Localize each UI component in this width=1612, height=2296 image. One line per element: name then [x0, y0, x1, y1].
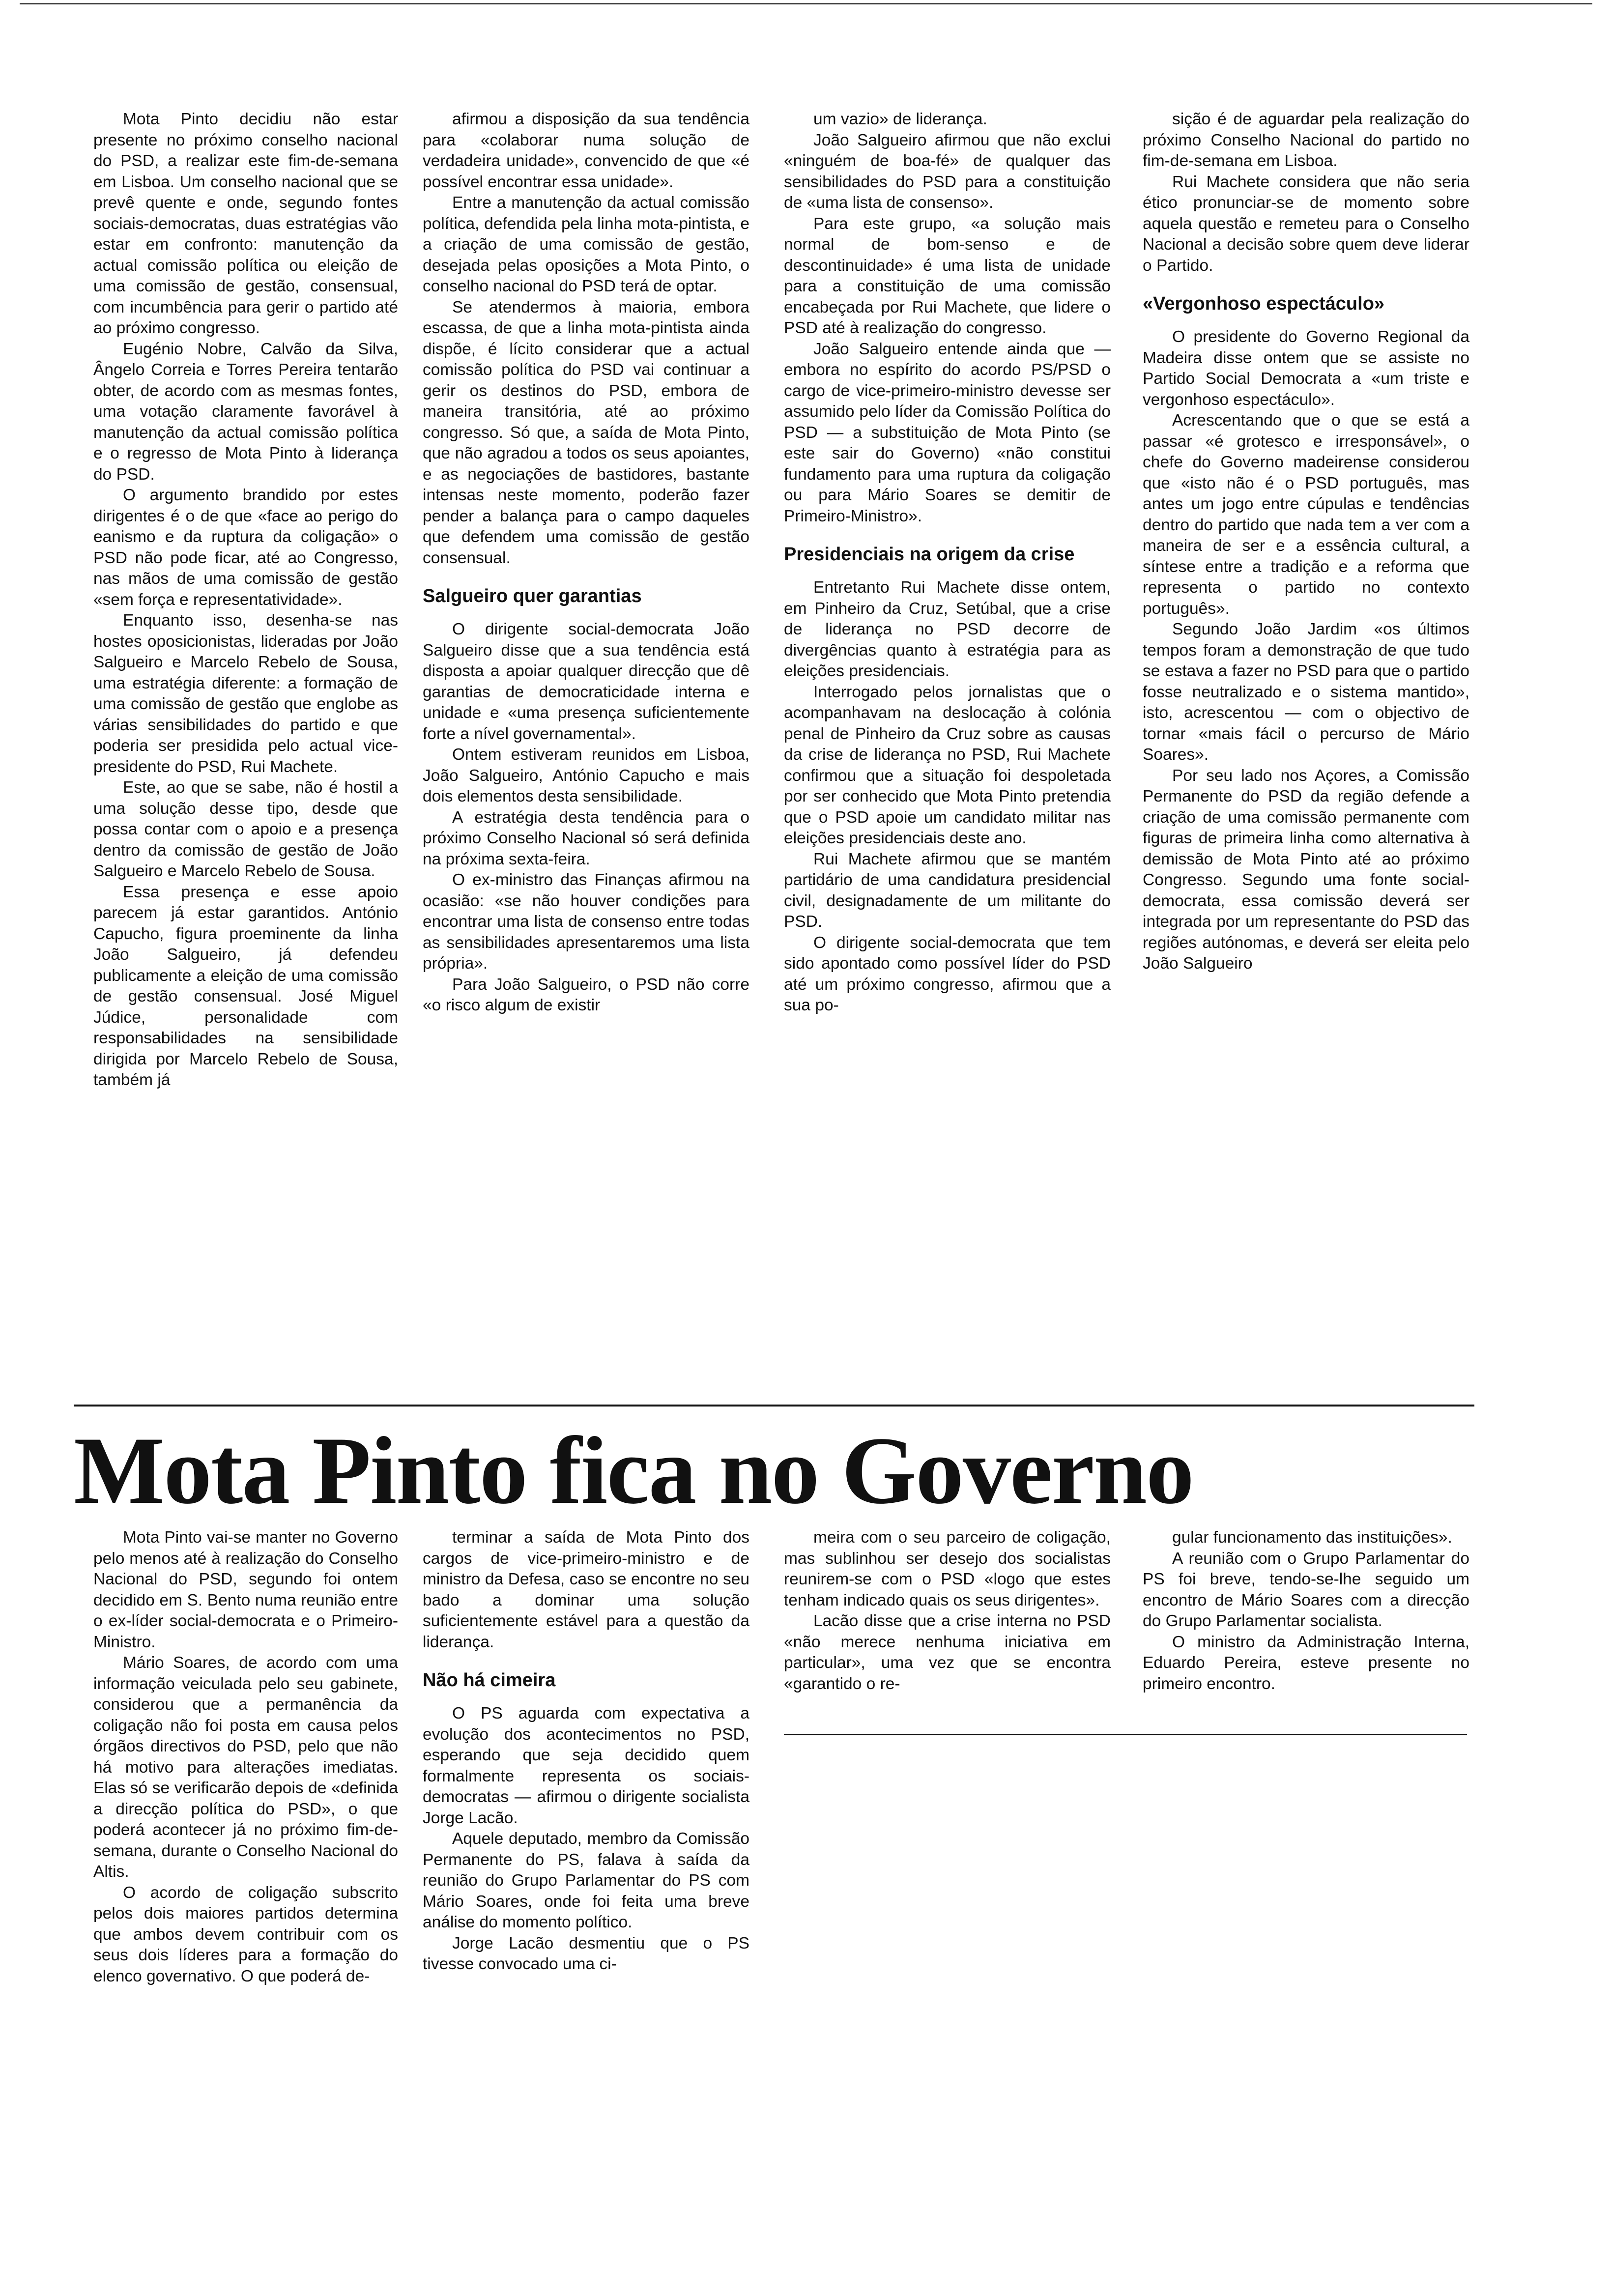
- paragraph: terminar a saída de Mota Pinto dos cargos de vice-primeiro-ministro e de ministro da Defesa, caso se encontre no seu bado a dominar uma solução suficientemente estável para a questão da liderança.: [423, 1528, 749, 1651]
- paragraph: sição é de aguardar pela realização do próximo Conselho Nacional do partido no fim-de-semana em Lisboa.: [1143, 110, 1469, 170]
- column-4: [1143, 109, 1469, 1377]
- paragraph: A estratégia desta tendência para o próximo Conselho Nacional só será definida na próxima sexta-feira.: [423, 808, 749, 868]
- paragraph: Acrescentando que o que se está a passar «é grotesco e irresponsável», o chefe do Governo madeirense considerou que «isto não é o PSD português, mas antes um jogo entre cúpulas e tendências dentro do partido que nada tem a ver com a maneira de ser e a essência cultural, a síntese entre a tradição e a reforma que representa o partido no contexto português».: [1143, 411, 1469, 618]
- paragraph: Mota Pinto decidiu não estar presente no próximo conselho nacional do PSD, a realizar este fim-de-semana em Lisboa. Um conselho nacional que se prevê quente e onde, segundo fontes sociais-democratas, duas estratégias vão estar em confronto: manutenção da actual comissão política ou eleição de uma comissão de gestão, consensual, com incumbência para gerir o partido até ao próximo congresso.: [93, 110, 398, 337]
- paragraph: afirmou a disposição da sua tendência para «colaborar numa solução de verdadeira unidade», convencido de que «é possível encontrar essa unidade».: [423, 110, 749, 191]
- paragraph: gular funcionamento das instituições».: [1172, 1528, 1452, 1547]
- page-top-rule: [20, 3, 1592, 4]
- paragraph: Lacão disse que a crise interna no PSD «não merece nenhuma iniciativa em particular», uma vez que se encontra «garantido o re-: [784, 1612, 1111, 1693]
- paragraph: Este, ao que se sabe, não é hostil a uma solução desse tipo, desde que possa contar com o apoio e a presença dentro da comissão de gestão de João Salgueiro e Marcelo Rebelo de Sousa.: [93, 778, 398, 880]
- headline: Mota Pinto fica no Governo: [74, 1417, 1193, 1524]
- paragraph: O dirigente social-democrata que tem sido apontado como possível líder do PSD até um próximo congresso, afirmou que a sua po-: [784, 933, 1111, 1014]
- column-3: [784, 109, 1111, 1377]
- paragraph: João Salgueiro entende ainda que — embora no espírito do acordo PS/PSD o cargo de vice-primeiro-ministro devesse ser assumido pelo líder da Comissão Política do PSD — a substituição de Mota Pinto (se este sair do Governo) «não constitui fundamento para uma ruptura da coligação ou para Mário Soares se demitir de Primeiro-Ministro».: [784, 340, 1111, 525]
- paragraph: Essa presença e esse apoio parecem já estar garantidos. António Capucho, figura proeminente da linha João Salgueiro, já defendeu publicamente a eleição de uma comissão de gestão consensual. José Miguel Júdice, personalidade com responsabilidades na sensibilidade dirigida por Marcelo Rebelo de Sousa, também já: [93, 883, 398, 1089]
- paragraph: Segundo João Jardim «os últimos tempos foram a demonstração de que tudo se estava a fazer no PSD para que o partido fosse neutralizado e o sistema mantido», isto, acrescentou — com o objectivo de tornar «mais fácil o percurso de Mário Soares».: [1143, 620, 1469, 764]
- paragraph: Rui Machete considera que não seria ético pronunciar-se de momento sobre aquela questão e remeteu para o Conselho Nacional a decisão sobre quem deve liderar o Partido.: [1143, 172, 1469, 275]
- article-end-rule: [784, 1734, 1467, 1735]
- paragraph: Eugénio Nobre, Calvão da Silva, Ângelo Correia e Torres Pereira tentarão obter, de acordo com as mesmas fontes, uma votação claramente favorável à manutenção da actual comissão política e o regresso de Mota Pinto à liderança do PSD.: [93, 340, 398, 484]
- paragraph: Por seu lado nos Açores, a Comissão Permanente do PSD da região defende a criação de uma comissão permanente com figuras de primeira linha como alternativa à demissão de Mota Pinto até ao próximo Congresso. Segundo uma fonte social-democrata, essa comissão deverá ser integrada por um representante do PSD das regiões autónomas, e deverá ser eleita pelo João Salgueiro: [1143, 766, 1469, 973]
- section-divider-rule: [74, 1405, 1474, 1406]
- paragraph: O argumento brandido por estes dirigentes é o de que «face ao perigo do eanismo e da ruptura da coligação» o PSD não pode ficar, até ao Congresso, nas mãos de uma comissão de gestão «sem força e representatividade».: [93, 486, 398, 609]
- paragraph: Jorge Lacão desmentiu que o PS tivesse convocado uma ci-: [423, 1934, 749, 1973]
- paragraph: O dirigente social-democrata João Salgueiro disse que a sua tendência está disposta a apoiar qualquer direcção que dê garantias de democraticidade interna e unidade e «uma presença suficientemente forte a nível governamental».: [423, 620, 749, 743]
- paragraph: Enquanto isso, desenha-se nas hostes oposicionistas, lideradas por João Salgueiro e Marcelo Rebelo de Sousa, uma estratégia diferente: a formação de uma comissão de gestão que englobe as várias sensibilidades do partido e que poderia ser presidida pelo actual vice-presidente do PSD, Rui Machete.: [93, 611, 398, 776]
- paragraph: Rui Machete afirmou que se mantém partidário de uma candidatura presidencial civil, designadamente de um militante do PSD.: [784, 850, 1111, 931]
- paragraph: Entretanto Rui Machete disse ontem, em Pinheiro da Cruz, Setúbal, que a crise de liderança no PSD decorre de divergências quanto à estratégia para as eleições presidenciais.: [784, 578, 1111, 680]
- column-1: [93, 109, 398, 1377]
- paragraph: Interrogado pelos jornalistas que o acompanhavam na deslocação à colónia penal de Pinheiro da Cruz sobre as causas da crise de liderança no PSD, Rui Machete confirmou que a situação foi despoletada por ser conhecido que Mota Pinto pretendia que o PSD apoie um candidato militar nas eleições presidenciais deste ano.: [784, 683, 1111, 847]
- column-2: [423, 109, 749, 1377]
- paragraph: João Salgueiro afirmou que não exclui «ninguém de boa-fé» de qualquer das sensibilidades do PSD para a constituição de «uma lista de consenso».: [784, 131, 1111, 212]
- paragraph: Mário Soares, de acordo com uma informação veiculada pelo seu gabinete, considerou que a permanência da coligação não foi posta em causa pelos órgãos directivos do PSD, pelo que não há motivo para alterações imediatas. Elas só se verificarão depois de «definida a direcção política do PSD», o que poderá acontecer já no próximo fim-de-semana, durante o Conselho Nacional do Altis.: [93, 1654, 398, 1881]
- subhead-salgueiro: Salgueiro quer garantias: [423, 586, 642, 606]
- paragraph: O ex-ministro das Finanças afirmou na ocasião: «se não houver condições para encontrar uma lista de consenso entre todas as sensibilidades apresentaremos uma lista própria».: [423, 871, 749, 973]
- paragraph: O ministro da Administração Interna, Eduardo Pereira, esteve presente no primeiro encontro.: [1143, 1633, 1469, 1693]
- column-4: [1143, 1527, 1469, 1724]
- paragraph: Aquele deputado, membro da Comissão Permanente do PS, falava à saída da reunião do Grupo Parlamentar do PS com Mário Soares, onde foi feita uma breve análise do momento político.: [423, 1830, 749, 1931]
- paragraph: meira com o seu parceiro de coligação, mas sublinhou ser desejo dos socialistas reunirem-se com o PSD «logo que estes tenham indicado quais os seus dirigentes».: [784, 1528, 1111, 1609]
- paragraph: O acordo de coligação subscrito pelos dois maiores partidos determina que ambos devem contribuir com os seus dois líderes para a formação do elenco governativo. O que poderá de-: [93, 1883, 398, 1985]
- column-1: [93, 1527, 398, 2181]
- paragraph: A reunião com o Grupo Parlamentar do PS foi breve, tendo-se-lhe seguido um encontro de Mário Soares com a direcção do Grupo Parlamentar socialista.: [1143, 1549, 1469, 1630]
- paragraph: Para João Salgueiro, o PSD não corre «o risco algum de existir: [423, 975, 749, 1014]
- subhead-cimeira: Não há cimeira: [423, 1670, 556, 1691]
- paragraph: Para este grupo, «a solução mais normal de bom-senso e de descontinuidade» é uma lista de unidade para a constituição de uma comissão encabeçada por Rui Machete, que lidere o PSD até à realização do congresso.: [784, 214, 1111, 337]
- subhead-vergonhoso: «Vergonhoso espectáculo»: [1143, 293, 1385, 314]
- paragraph: um vazio» de liderança.: [813, 110, 987, 128]
- paragraph: Entre a manutenção da actual comissão política, defendida pela linha mota-pintista, e a criação de uma comissão de gestão, desejada pelas oposições a Mota Pinto, o conselho nacional do PSD terá de optar.: [423, 194, 749, 295]
- paragraph: Se atendermos à maioria, embora escassa, de que a linha mota-pintista ainda dispõe, é lícito considerar que a actual comissão política do PSD vai continuar a gerir os destinos do PSD, embora de maneira transitória, até ao próximo congresso. Só que, a saída de Mota Pinto, que não agradou a todos os seus apoiantes, e as negociações de bastidores, bastante intensas neste momento, poderão fazer pender a balança para o campo daqueles que defendem uma comissão de gestão consensual.: [423, 298, 749, 567]
- subhead-presidenciais: Presidenciais na origem da crise: [784, 544, 1075, 565]
- column-2: [423, 1527, 749, 2181]
- paragraph: O PS aguarda com expectativa a evolução dos acontecimentos no PSD, esperando que seja decidido quem formalmente representa os sociais-democratas — afirmou o dirigente socialista Jorge Lacão.: [423, 1704, 749, 1827]
- paragraph: Ontem estiveram reunidos em Lisboa, João Salgueiro, António Capucho e mais dois elementos desta sensibilidade.: [423, 746, 749, 805]
- paragraph: O presidente do Governo Regional da Madeira disse ontem que se assiste no Partido Social Democrata a «um triste e vergonhoso espectáculo».: [1143, 328, 1469, 409]
- paragraph: Mota Pinto vai-se manter no Governo pelo menos até à realização do Conselho Nacional do PSD, segundo foi ontem decidido em S. Bento numa reunião entre o ex-líder social-democrata e o Primeiro-Ministro.: [93, 1528, 398, 1651]
- column-3: [784, 1527, 1111, 1724]
